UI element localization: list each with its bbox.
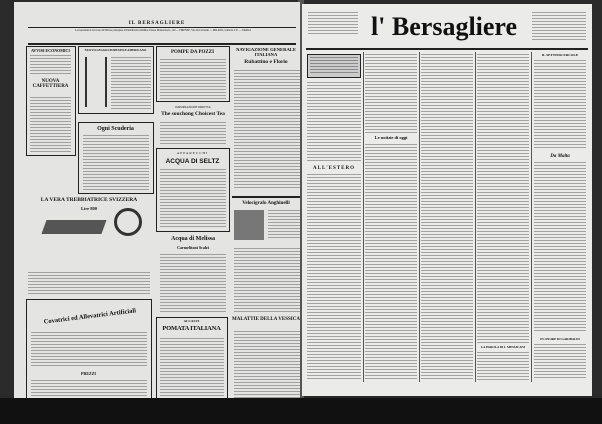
text-block [307, 174, 361, 379]
lectern-illustration [85, 57, 107, 107]
ad-title: Covatrici ed Allevatrici Artificiali [43, 307, 137, 326]
divider [232, 196, 300, 198]
divider [28, 27, 296, 28]
ad-importazione: IMPORTAZIONE DIRETTA [175, 105, 211, 109]
text-block [534, 162, 586, 332]
section-settimo-ercole: IL SETTIMO ERCOLE [541, 53, 579, 57]
velocigrafo-illustration [234, 210, 264, 240]
text-block [365, 144, 417, 379]
text-block [534, 344, 586, 380]
divider [28, 43, 296, 45]
notice-box [307, 54, 361, 78]
masthead: l' Bersagliere [370, 12, 518, 41]
text-block [234, 248, 300, 314]
right-page [302, 4, 592, 396]
edition-info [308, 12, 358, 36]
thresher-wheel-illustration [114, 208, 142, 236]
ad-tea: The souchong Choicest Tea [161, 111, 225, 117]
section-all-estero: ALL'ESTERO [313, 166, 355, 171]
section-messicani: LA PAROLA DI I. MESSICANI [480, 345, 526, 349]
column-rule [531, 52, 532, 382]
ad-leggio [78, 46, 154, 114]
ad-subtitle: AI CALVI [183, 319, 200, 323]
text-block [30, 55, 71, 75]
text-block [160, 338, 224, 396]
ad-pompe [156, 46, 230, 102]
ad-title: NUOVO LEGGIO PORTATILE AMERICANO [84, 48, 147, 52]
ad-title: ACQUA DI SELTZ [165, 158, 220, 165]
text-block [160, 59, 226, 99]
ad-trebbiatrice: LA VERA TREBBIATRICE SVIZZERA [40, 197, 138, 203]
ad-title: POMATA ITALIANA [162, 325, 221, 332]
text-block [28, 272, 150, 294]
section-notizie: Le notizie di oggi [374, 135, 408, 140]
section-garibaldi: IN ONORE DI GARIBALDI [540, 337, 580, 341]
ad-caffettiera: NUOVA CAFFETTIERA [32, 79, 69, 89]
ad-title: AVVISI ECONOMICI [31, 48, 70, 53]
ad-melissa: Acqua di Melissa [170, 236, 215, 242]
ad-price: Lire 800 [80, 206, 98, 211]
text-block [30, 97, 71, 152]
left-page [14, 2, 300, 406]
text-block [307, 82, 361, 162]
ad-navigazione-block [232, 46, 304, 246]
ad-pomata [156, 317, 228, 399]
ad-covatrici [26, 299, 152, 399]
column-rule [363, 52, 364, 382]
text-block [477, 54, 529, 344]
text-block [534, 60, 586, 150]
ad-seltz [156, 148, 230, 232]
ad-ogni-scuderia [78, 122, 154, 194]
text-block [160, 122, 226, 144]
divider [306, 48, 588, 50]
ad-prezzi: PREZZI [81, 371, 96, 376]
thresher-illustration [41, 220, 106, 234]
text-block [234, 70, 300, 190]
scanner-edge [0, 398, 602, 424]
ad-velocigrafo: Velocigrafo Anghinelli [242, 201, 290, 206]
section-da-malta: Da Malta [550, 154, 570, 159]
text-block [477, 352, 529, 380]
ad-carmelitani: Carmelitani Scalzi [177, 245, 209, 250]
text-block [160, 169, 226, 229]
text-block [421, 54, 473, 379]
text-block [160, 254, 226, 314]
advertising-notice: Le inserzioni si ricevono all'Ufficio principale di Pubblicità in ROMA, Piazza Montecitorio, 129 — FIRENZE, Via dei Cerretani — MILANO, Galleria V. E. — PARIGI [75, 29, 251, 32]
column-rule [475, 52, 476, 382]
ad-rubattino: Rubattino e Florio [244, 59, 288, 65]
ad-vessica: MALATTIE DELLA VESSICA [232, 317, 300, 322]
text-block [31, 380, 147, 396]
text-block [31, 332, 147, 368]
ad-navigazione: NAVIGAZIONE GENERALE ITALIANA [236, 47, 296, 57]
text-block [83, 135, 149, 190]
text-block [268, 210, 300, 240]
text-block [111, 57, 151, 109]
subscription-info [532, 12, 586, 40]
ad-title: Ogni Scuderia [97, 126, 134, 132]
column-rule [419, 52, 420, 382]
text-block [310, 57, 358, 75]
running-head: IL BERSAGLIERE [128, 21, 186, 26]
text-block [365, 54, 417, 134]
ad-title: POMPE DA POZZI [170, 50, 215, 55]
ad-subtitle: APPARECCHI [176, 151, 209, 155]
ad-avvisi-economici [26, 46, 76, 156]
text-block [234, 331, 300, 398]
